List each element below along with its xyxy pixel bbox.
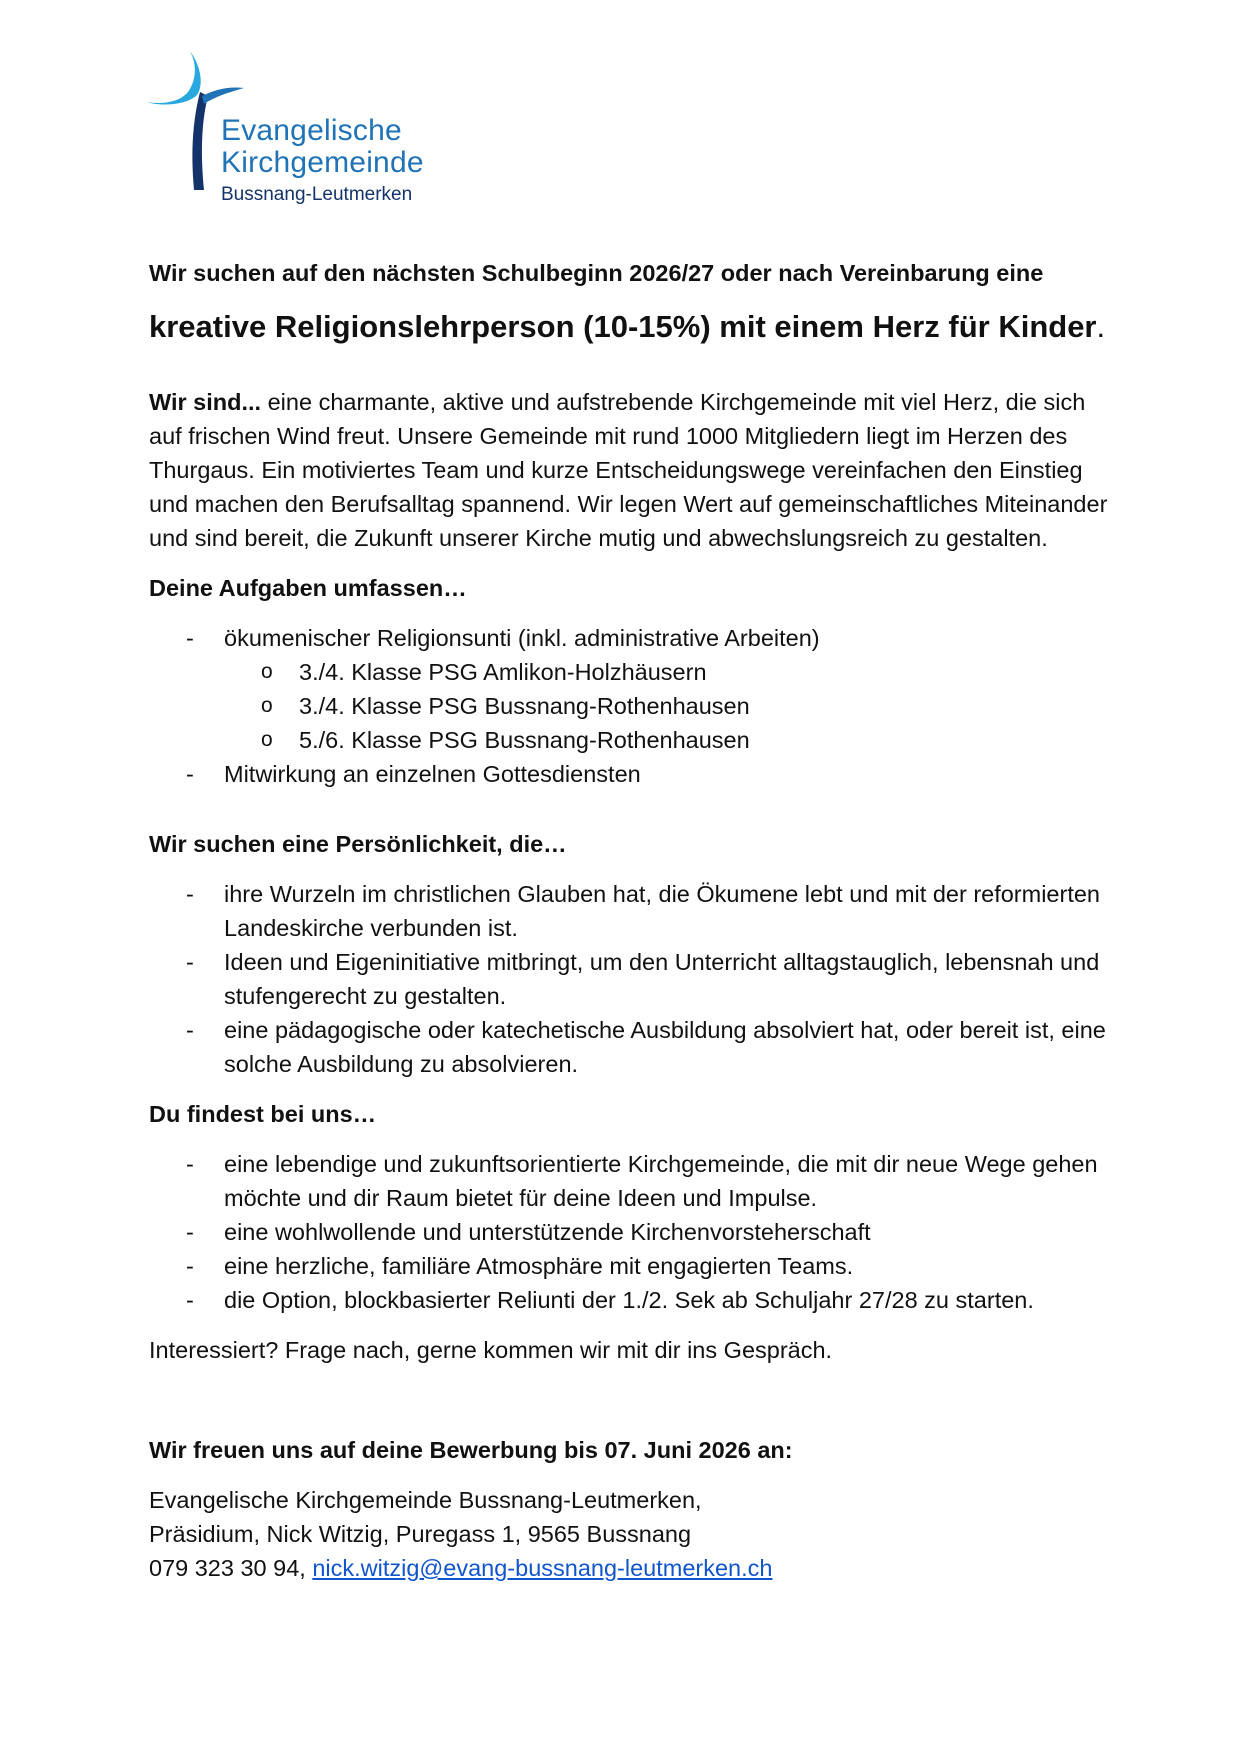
list-item-text: ökumenischer Religionsunti (inkl. administrative Arbeiten) <box>224 625 820 651</box>
dash-bullet: - <box>186 1151 194 1177</box>
list-item <box>149 945 1109 1013</box>
interest-text: Interessiert? Frage nach, gerne kommen wir mit dir ins Gespräch. <box>149 1337 833 1363</box>
dash-bullet: - <box>186 1253 194 1279</box>
list-item <box>149 1147 1109 1215</box>
class-sublist <box>224 655 1109 757</box>
about-text: eine charmante, aktive und aufstrebende Kirchgemeinde mit viel Herz, die sich auf frischen Wind freut. Unsere Gemeinde mit rund 1000 Mitgliedern liegt im Herzen des Thurgaus. Ein motiviertes Team und kurze Entscheidungswege vereinfachen den Einstieg und machen den Berufsalltag spannend. Wir legen Wert auf gemeinschaftliches Miteinander und sind bereit, die Zukunft unserer Kirche mutig und abwechslungsreich zu gestalten. <box>149 389 1108 551</box>
tasks-heading: Deine Aufgaben umfassen… <box>149 575 467 601</box>
list-item <box>149 1283 1109 1317</box>
job-title-period: . <box>1096 309 1106 344</box>
contact-block <box>149 1483 1109 1585</box>
personality-list <box>149 877 1109 1081</box>
email-link[interactable]: nick.witzig@evang-bussnang-leutmerken.ch <box>312 1555 773 1581</box>
circle-bullet: o <box>261 660 273 683</box>
dash-bullet: - <box>186 1017 194 1043</box>
list-item-text: eine lebendige und zukunftsorientierte Kirchgemeinde, die mit dir neue Wege gehen möchte und dir Raum bietet für deine Ideen und Impulse. <box>224 1151 1098 1211</box>
list-item-text: eine herzliche, familiäre Atmosphäre mit engagierten Teams. <box>224 1253 854 1279</box>
sublist-item-text: 5./6. Klasse PSG Bussnang-Rothenhausen <box>299 727 750 753</box>
dash-bullet: - <box>186 1219 194 1245</box>
dash-bullet: - <box>186 625 194 651</box>
sublist-item <box>149 655 1109 689</box>
about-paragraph <box>149 385 1109 555</box>
intro-text: Wir suchen auf den nächsten Schulbeginn 2026/27 oder nach Vereinbarung eine <box>149 260 1044 286</box>
contact-line-2: Präsidium, Nick Witzig, Puregass 1, 9565 Bussnang <box>149 1521 692 1547</box>
list-item <box>149 757 1109 791</box>
contact-line-1: Evangelische Kirchgemeinde Bussnang-Leutmerken, <box>149 1487 702 1513</box>
application-heading: Wir freuen uns auf deine Bewerbung bis 07. Juni 2026 an: <box>149 1437 793 1463</box>
church-logo <box>128 38 458 218</box>
circle-bullet: o <box>261 728 273 751</box>
list-item-text: ihre Wurzeln im christlichen Glauben hat, die Ökumene lebt und mit der reformierten Landeskirche verbunden ist. <box>224 881 1100 941</box>
list-item-text: Mitwirkung an einzelnen Gottesdiensten <box>224 761 641 787</box>
list-item-text: die Option, blockbasierter Reliunti der 1./2. Sek ab Schuljahr 27/28 zu starten. <box>224 1287 1034 1313</box>
list-item <box>149 877 1109 945</box>
list-item-text: eine pädagogische oder katechetische Ausbildung absolviert hat, oder bereit ist, eine solche Ausbildung zu absolvieren. <box>224 1017 1106 1077</box>
dash-bullet: - <box>186 761 194 787</box>
list-item-text: eine wohlwollende und unterstützende Kirchenvorsteherschaft <box>224 1219 871 1245</box>
sublist-item <box>149 689 1109 723</box>
contact-line-3 <box>149 1551 1109 1585</box>
sublist-item-text: 3./4. Klasse PSG Bussnang-Rothenhausen <box>299 693 750 719</box>
circle-bullet: o <box>261 694 273 717</box>
about-lead: Wir sind... <box>149 389 262 415</box>
job-title <box>149 305 1109 348</box>
job-title-text: kreative Religionslehrperson (10-15%) mit einem Herz für Kinder <box>149 309 1097 344</box>
list-item <box>149 1013 1109 1081</box>
job-posting <box>149 256 1109 1585</box>
personality-heading: Wir suchen eine Persönlichkeit, die… <box>149 831 567 857</box>
list-item <box>149 1249 1109 1283</box>
contact-phone: 079 323 30 94, <box>149 1555 313 1581</box>
sublist-item <box>149 723 1109 757</box>
logo-line-1: Evangelische <box>221 114 402 147</box>
offer-heading: Du findest bei uns… <box>149 1101 377 1127</box>
dash-bullet: - <box>186 1287 194 1313</box>
list-item <box>149 621 1109 757</box>
dash-bullet: - <box>186 949 194 975</box>
list-item-text: Ideen und Eigeninitiative mitbringt, um den Unterricht alltagstauglich, lebensnah und stufengerecht zu gestalten. <box>224 949 1100 1009</box>
list-item <box>149 1215 1109 1249</box>
logo-line-3: Bussnang-Leutmerken <box>221 184 413 205</box>
offer-list <box>149 1147 1109 1317</box>
logo-line-2: Kirchgemeinde <box>221 146 424 179</box>
sublist-item-text: 3./4. Klasse PSG Amlikon-Holzhäusern <box>299 659 707 685</box>
dash-bullet: - <box>186 881 194 907</box>
tasks-list <box>149 621 1109 791</box>
